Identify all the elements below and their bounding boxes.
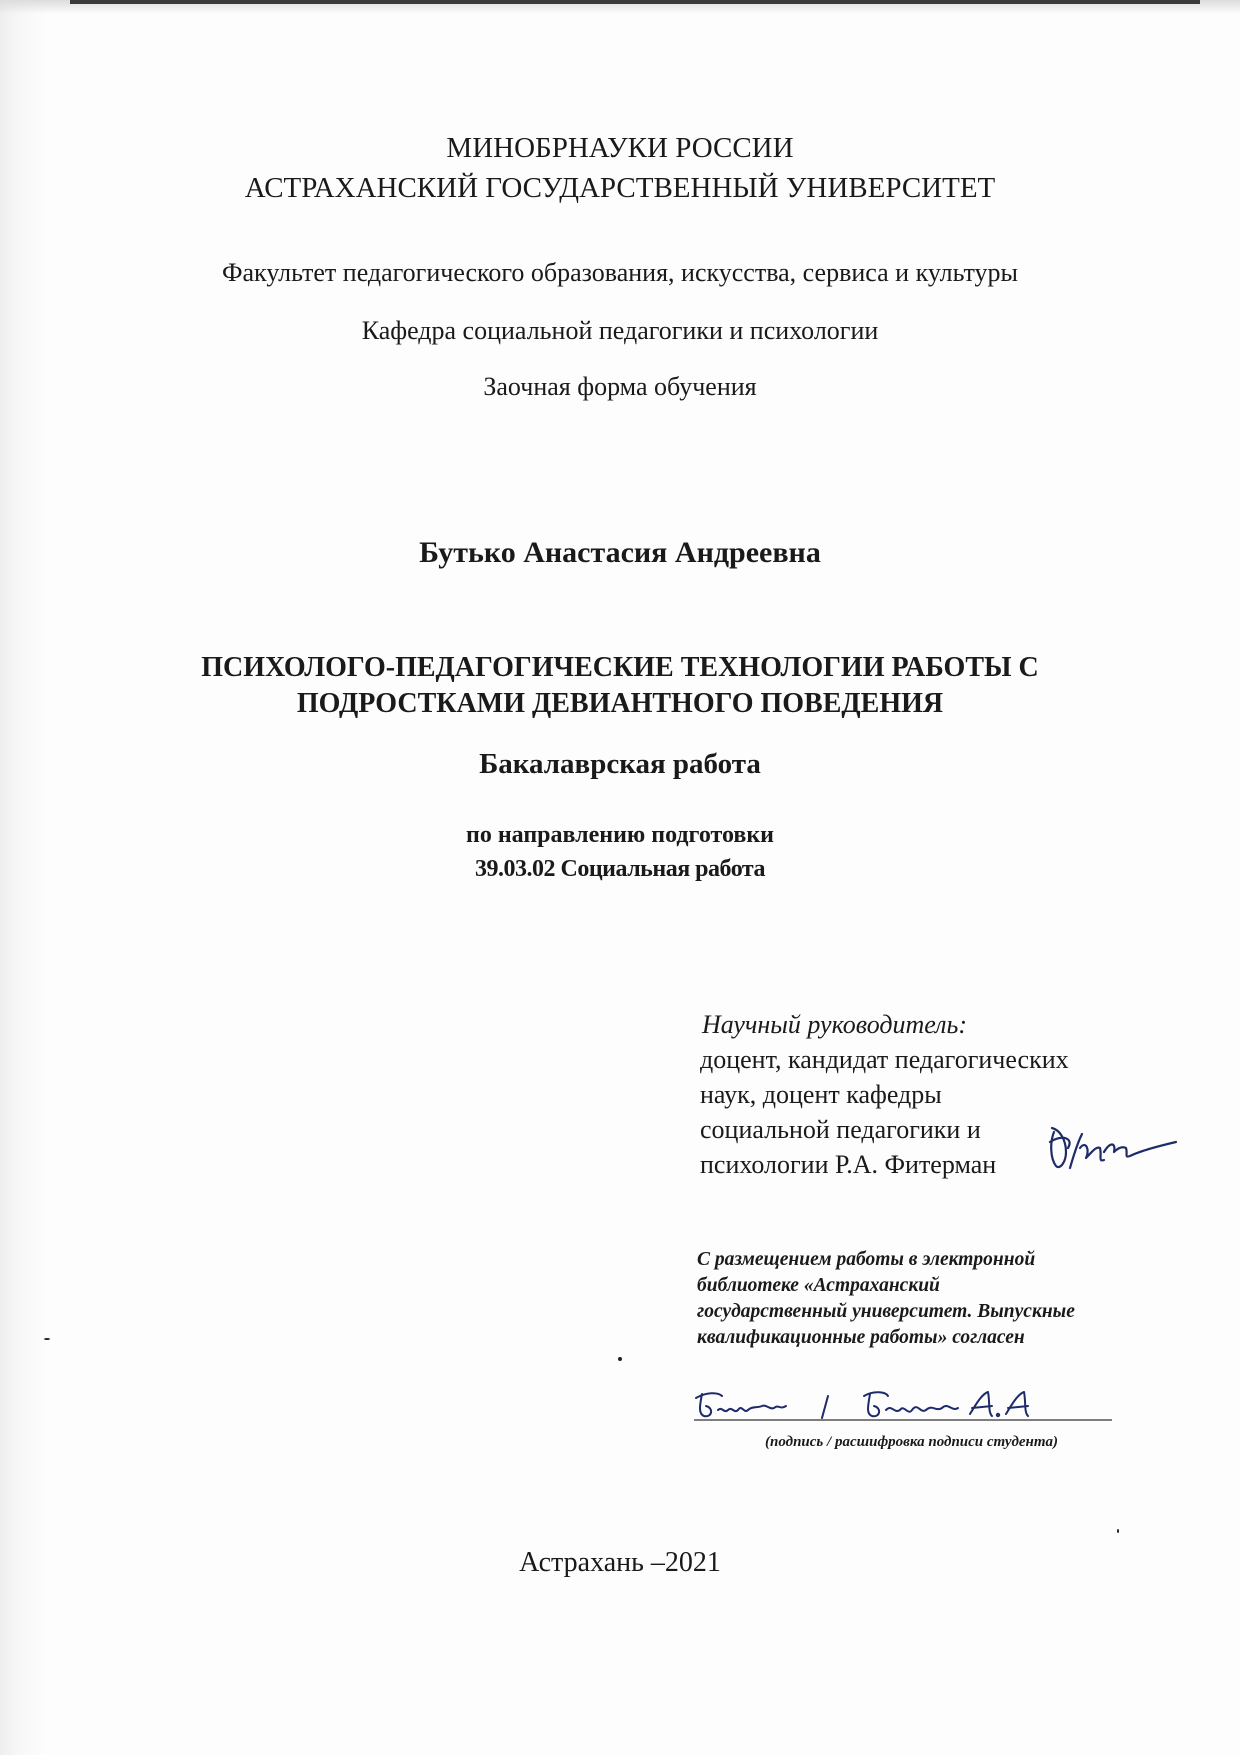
faculty-name: Факультет педагогического образования, искусства, сервиса и культуры: [221, 258, 1019, 287]
scan-speck: [618, 1357, 622, 1361]
department-name: Кафедра социальной педагогики и психологии: [361, 316, 879, 345]
consent-line: квалификационные работы» согласен: [697, 1327, 1025, 1348]
study-form: Заочная форма обучения: [483, 372, 757, 401]
scan-border-line: [70, 0, 1200, 4]
thesis-title-line-1: ПСИХОЛОГО-ПЕДАГОГИЧЕСКИЕ ТЕХНОЛОГИИ РАБОТЫ С: [201, 652, 1039, 683]
supervisor-line: социальной педагогики и: [700, 1115, 981, 1144]
supervisor-signature: [1040, 1112, 1180, 1182]
direction-label: по направлению подготовки: [465, 822, 775, 848]
consent-line: государственный университет. Выпускные: [697, 1301, 1075, 1322]
supervisor-line: доцент, кандидат педагогических: [700, 1045, 1069, 1074]
consent-line: библиотеке «Астраханский: [697, 1275, 940, 1296]
work-type: Бакалаврская работа: [479, 748, 761, 780]
ministry-name: МИНОБРНАУКИ РОССИИ: [446, 132, 794, 164]
supervisor-line: психологии Р.А. Фитерман: [700, 1150, 997, 1179]
student-signature: [688, 1384, 1118, 1434]
city-year: Астрахань –2021: [519, 1547, 721, 1578]
scan-speck: [1117, 1529, 1119, 1533]
supervisor-line: наук, доцент кафедры: [700, 1080, 942, 1109]
university-name: АСТРАХАНСКИЙ ГОСУДАРСТВЕННЫЙ УНИВЕРСИТЕТ: [244, 172, 996, 204]
supervisor-role: Научный руководитель:: [702, 1010, 968, 1039]
thesis-title-line-2: ПОДРОСТКАМИ ДЕВИАНТНОГО ПОВЕДЕНИЯ: [296, 688, 944, 719]
author-name: Бутько Анастасия Андреевна: [419, 536, 821, 569]
consent-statement: [697, 1247, 1137, 1351]
consent-line: С размещением работы в электронной: [697, 1249, 1036, 1270]
signature-caption: (подпись / расшифровка подписи студента): [765, 1434, 1059, 1450]
scan-speck: [44, 1338, 50, 1340]
direction-code: 39.03.02 Социальная работа: [475, 856, 765, 882]
